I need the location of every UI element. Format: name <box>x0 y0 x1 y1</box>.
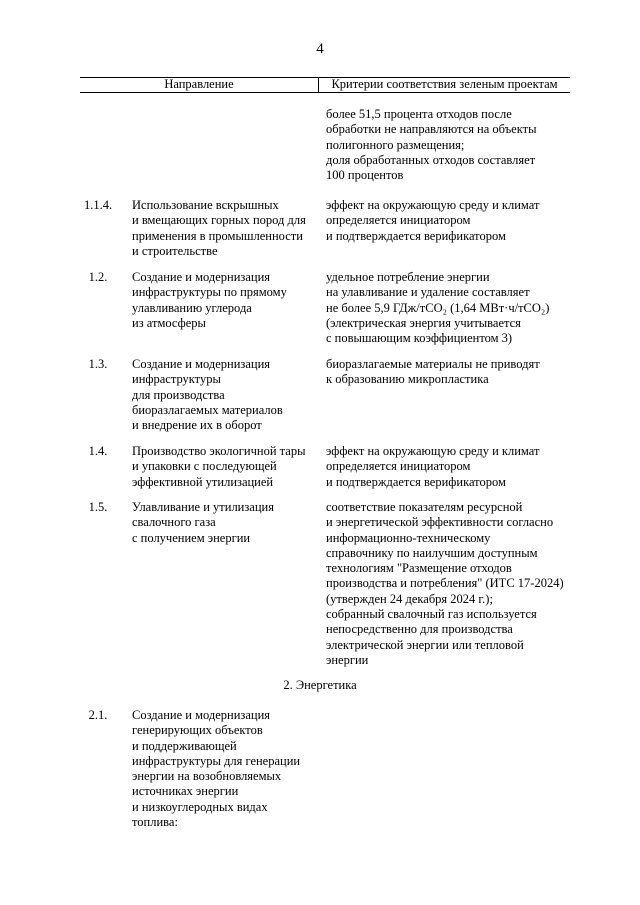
criteria-cell <box>326 270 576 346</box>
direction-line: инфраструктуры для генерации <box>132 753 301 768</box>
direction-line: инфраструктуры по прямому <box>132 285 287 300</box>
row-number: 1.2. <box>88 270 108 284</box>
criteria-line: и подтверждается верификатором <box>326 474 506 489</box>
direction-line: Создание и модернизация <box>132 708 271 722</box>
criteria-cell <box>326 444 576 490</box>
direction-line: генерирующих объектов <box>132 723 263 738</box>
criteria-line: информационно-техническому <box>326 530 491 545</box>
criteria-cell <box>326 357 576 388</box>
criteria-line: биоразлагаемые материалы не приводят <box>326 357 540 371</box>
direction-line: источниках энергии <box>132 784 239 799</box>
direction-cell <box>132 198 312 259</box>
criteria-line: не более 5,9 ГДж/тCO₂ (1,64 МВт·ч/тCO₂) <box>326 300 550 315</box>
criteria-line: с повышающим коэффициентом 3) <box>326 331 513 346</box>
direction-line: биоразлагаемых материалов <box>132 402 283 417</box>
direction-line: свалочного газа <box>132 515 216 530</box>
criteria-cell <box>326 107 576 183</box>
criteria-line: электрической энергии или тепловой <box>326 637 524 652</box>
criteria-line: технологиям "Размещение отходов <box>326 561 512 576</box>
criteria-line: производства и потребления" (ИТС 17-2024) <box>326 576 564 591</box>
direction-line: Создание и модернизация <box>132 270 271 284</box>
direction-cell <box>132 357 312 433</box>
direction-cell <box>132 500 312 546</box>
direction-line: и внедрение их в оборот <box>132 418 262 433</box>
row-number: 1.4. <box>88 444 108 458</box>
row-number: 1.3. <box>88 357 108 371</box>
page-number: 4 <box>316 41 324 57</box>
criteria-line: (утвержден 24 декабря 2024 г.); <box>326 591 493 606</box>
row-number: 1.5. <box>88 500 108 514</box>
table-header-criteria: Критерии соответствия зеленым проектам <box>331 77 558 91</box>
criteria-line: 100 процентов <box>326 168 404 183</box>
criteria-line: более 51,5 процента отходов после <box>326 107 512 121</box>
direction-line: улавливанию углерода <box>132 300 252 315</box>
criteria-line: доля обработанных отходов составляет <box>326 152 536 167</box>
section-title: 2. Энергетика <box>283 678 357 692</box>
criteria-line: собранный свалочный газ используется <box>326 607 537 622</box>
criteria-line: эффект на окружающую среду и климат <box>326 444 540 458</box>
direction-line: Производство экологичной тары <box>132 444 306 458</box>
direction-cell <box>132 444 312 490</box>
direction-line: с получением энергии <box>132 530 251 545</box>
direction-line: применения в промышленности <box>132 228 303 243</box>
direction-line: и низкоуглеродных видах <box>132 799 268 814</box>
direction-line: и поддерживающей <box>132 738 237 753</box>
criteria-line: и подтверждается верификатором <box>326 228 506 243</box>
direction-line: эффективной утилизацией <box>132 474 274 489</box>
direction-line: из атмосферы <box>132 315 206 330</box>
criteria-cell <box>326 500 576 668</box>
criteria-line: полигонного размещения; <box>326 137 465 152</box>
direction-line: Улавливание и утилизация <box>132 500 274 514</box>
direction-line: инфраструктуры <box>132 372 221 387</box>
direction-cell <box>132 708 312 830</box>
criteria-line: энергии <box>326 652 369 667</box>
row-number: 2.1. <box>88 708 108 722</box>
table-header-bottom-rule <box>80 92 570 93</box>
criteria-line: непосредственно для производства <box>326 622 513 637</box>
direction-line: и вмещающих горных пород для <box>132 213 306 228</box>
criteria-cell <box>326 198 576 244</box>
criteria-line: (электрическая энергия учитывается <box>326 315 521 330</box>
criteria-line: определяется инициатором <box>326 459 471 474</box>
criteria-line: удельное потребление энергии <box>326 270 490 284</box>
direction-line: и строительстве <box>132 243 218 258</box>
direction-line: и упаковки с последующей <box>132 459 277 474</box>
criteria-line: и энергетической эффективности согласно <box>326 515 554 530</box>
criteria-line: на улавливание и удаление составляет <box>326 285 530 300</box>
direction-line: Использование вскрышных <box>132 198 279 212</box>
direction-cell <box>132 270 312 331</box>
criteria-line: эффект на окружающую среду и климат <box>326 198 540 212</box>
direction-line: Создание и модернизация <box>132 357 271 371</box>
criteria-line: определяется инициатором <box>326 213 471 228</box>
table-header-direction: Направление <box>164 77 234 91</box>
criteria-line: справочнику по наилучшим доступным <box>326 545 538 560</box>
direction-line: топлива: <box>132 815 178 830</box>
criteria-line: соответствие показателям ресурсной <box>326 500 523 514</box>
criteria-line: к образованию микропластика <box>326 372 489 387</box>
direction-line: для производства <box>132 387 225 402</box>
row-number: 1.1.4. <box>83 198 113 212</box>
direction-line: энергии на возобновляемых <box>132 769 282 784</box>
criteria-line: обработки не направляются на объекты <box>326 122 537 137</box>
